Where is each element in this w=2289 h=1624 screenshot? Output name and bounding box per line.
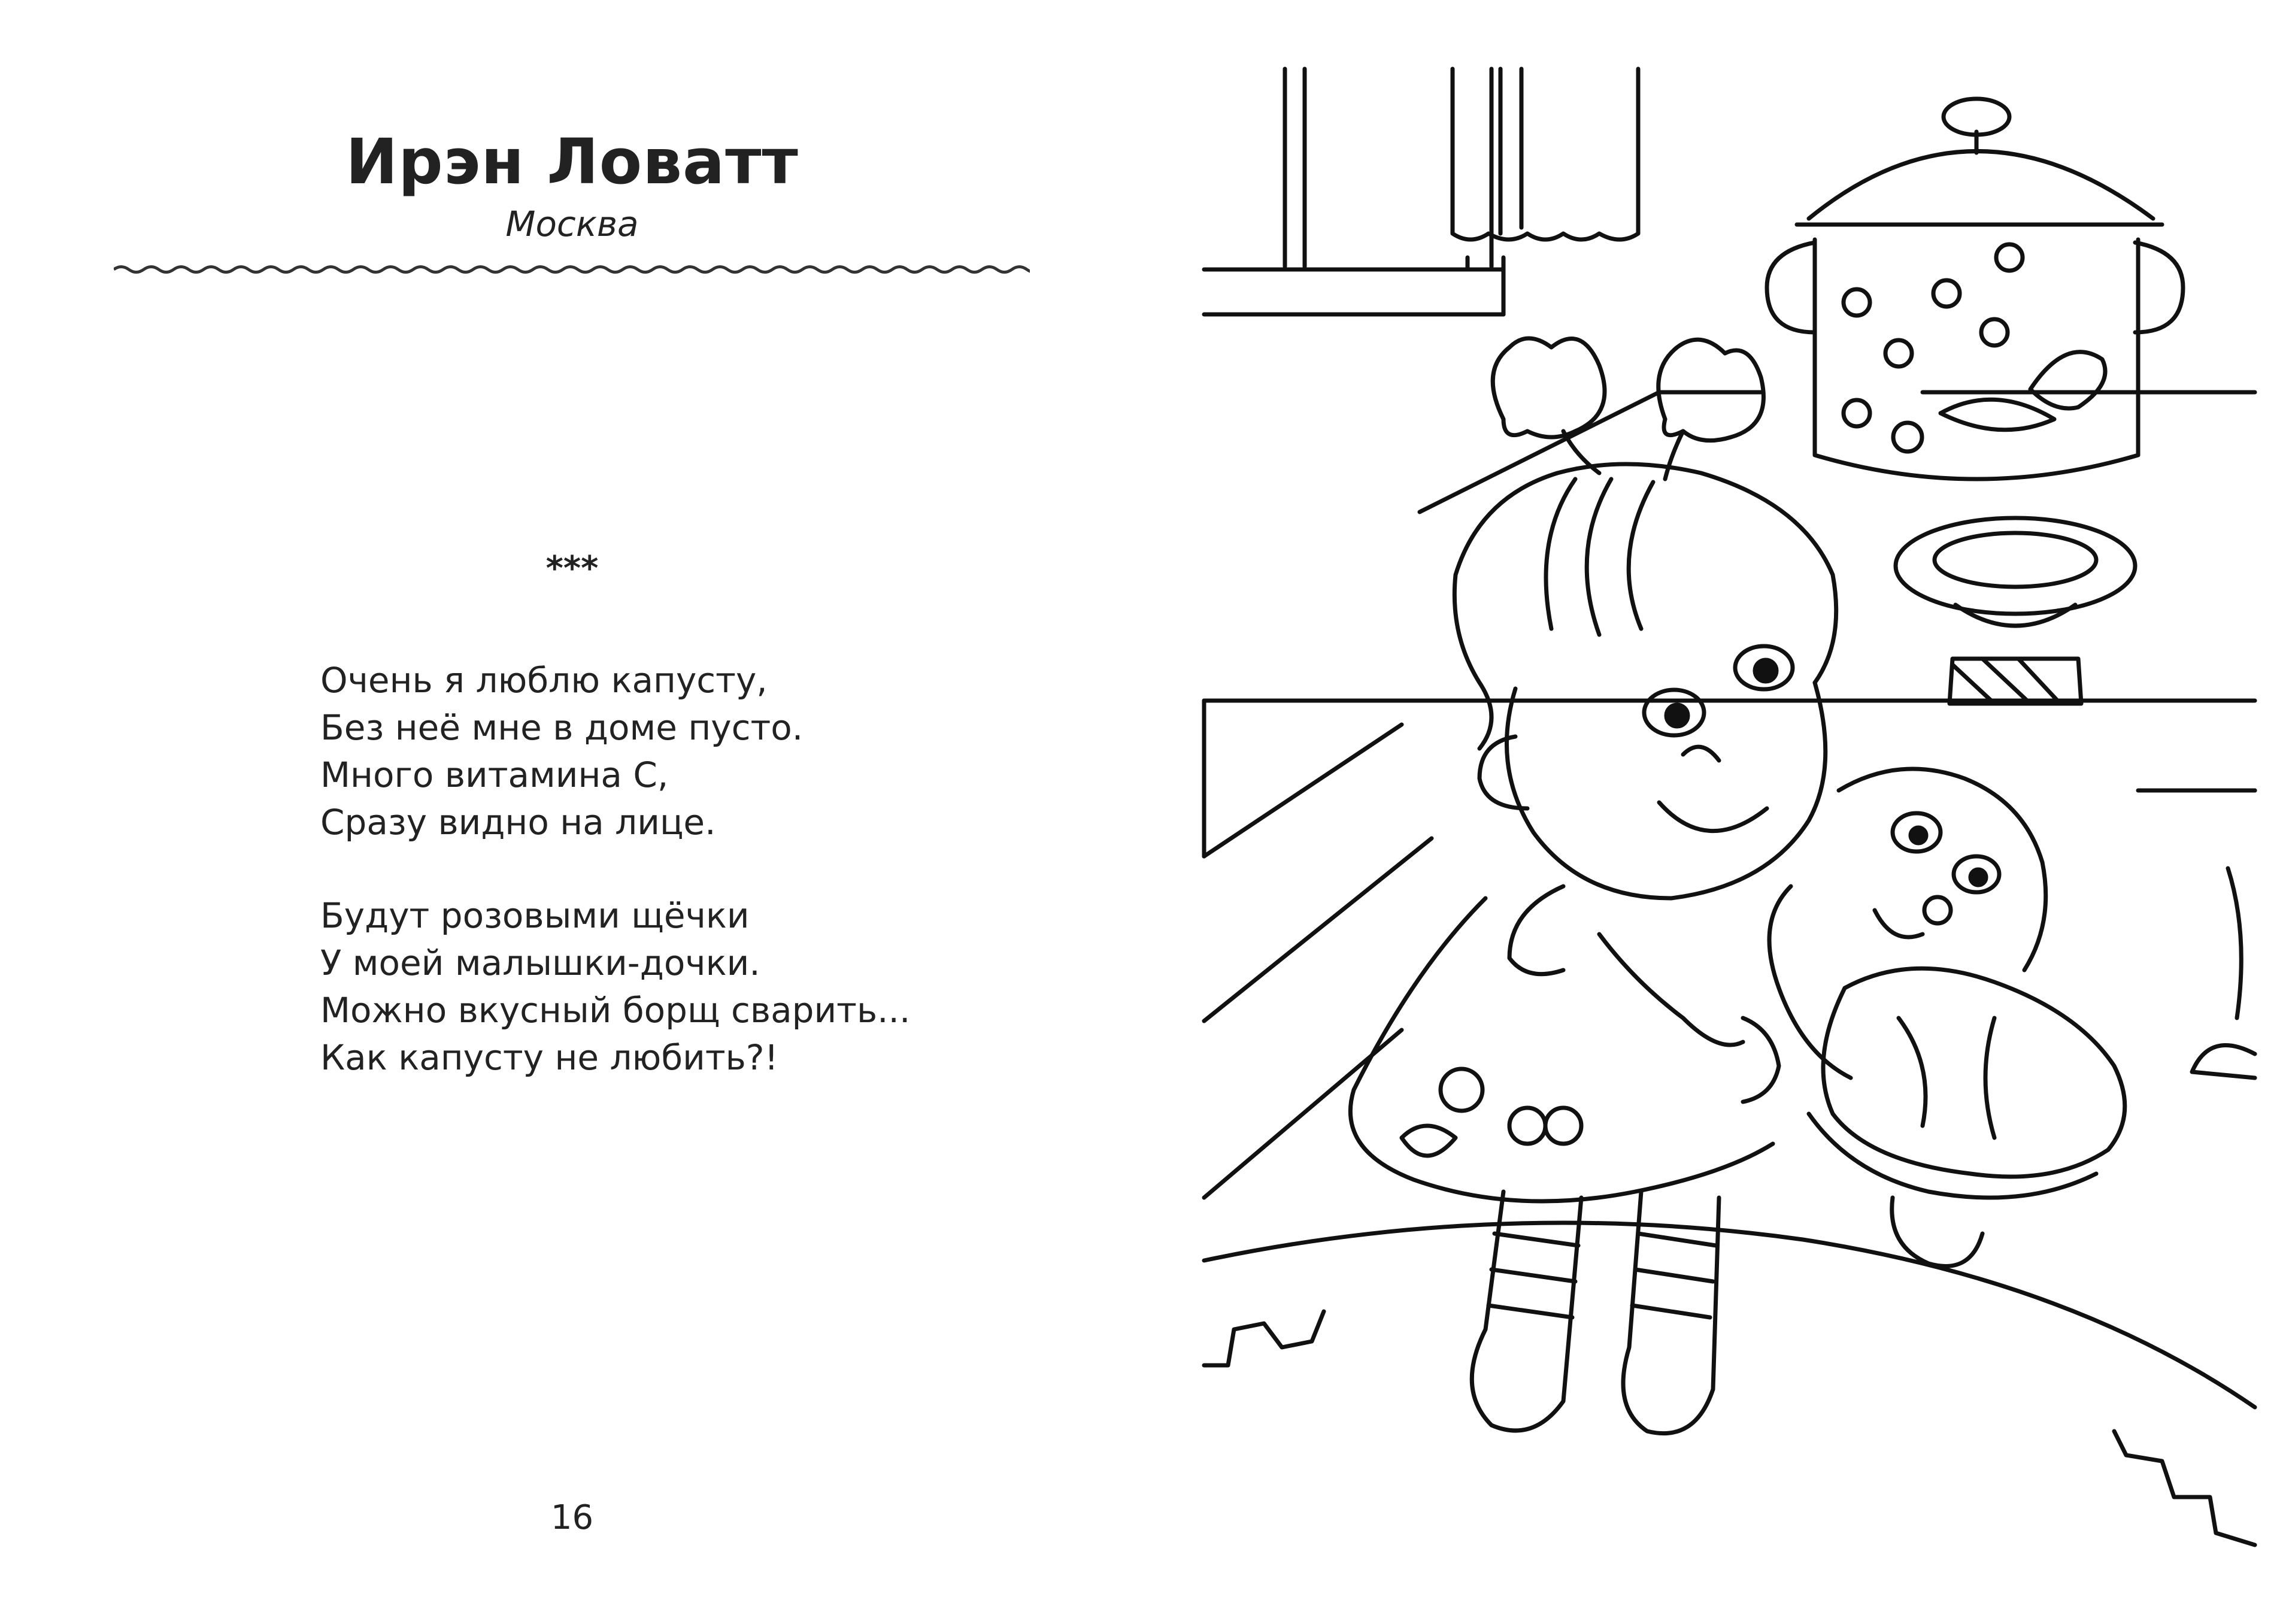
cabbage-icon (1769, 769, 2125, 1266)
right-page (1144, 0, 2289, 1624)
stanza-1 (320, 657, 1039, 846)
girl-icon (1350, 338, 1836, 1434)
stanza-2 (320, 892, 1039, 1081)
poem-line: У моей малышки-дочки. (320, 943, 760, 983)
stanza-gap (320, 846, 1039, 892)
author-city: Москва (505, 204, 639, 244)
poem-line: Очень я люблю капусту, (320, 660, 768, 701)
wavy-divider (114, 257, 1030, 281)
page-number: 16 (550, 1498, 594, 1537)
poem-line: Можно вкусный борщ сварить... (320, 990, 911, 1031)
shelf-icon (1204, 392, 2255, 856)
author-name: Ирэн Ловатт (345, 125, 799, 198)
poem-line: Сразу видно на лице. (320, 802, 716, 843)
poem (320, 657, 1039, 1081)
poem-line: Без неё мне в доме пусто. (320, 707, 804, 748)
plate-icon (1896, 518, 2135, 704)
poem-line: Много витамина С, (320, 755, 669, 795)
pot-icon (1767, 99, 2183, 479)
poem-ornament: *** (545, 549, 599, 588)
floor-icon (1204, 725, 2255, 1545)
poem-line: Будут розовыми щёчки (320, 895, 750, 936)
poem-line: Как капусту не любить?! (320, 1037, 778, 1078)
window-icon (1204, 69, 1638, 314)
girl-with-cabbage-icon (1144, 0, 2289, 1624)
left-page (0, 0, 1144, 1624)
